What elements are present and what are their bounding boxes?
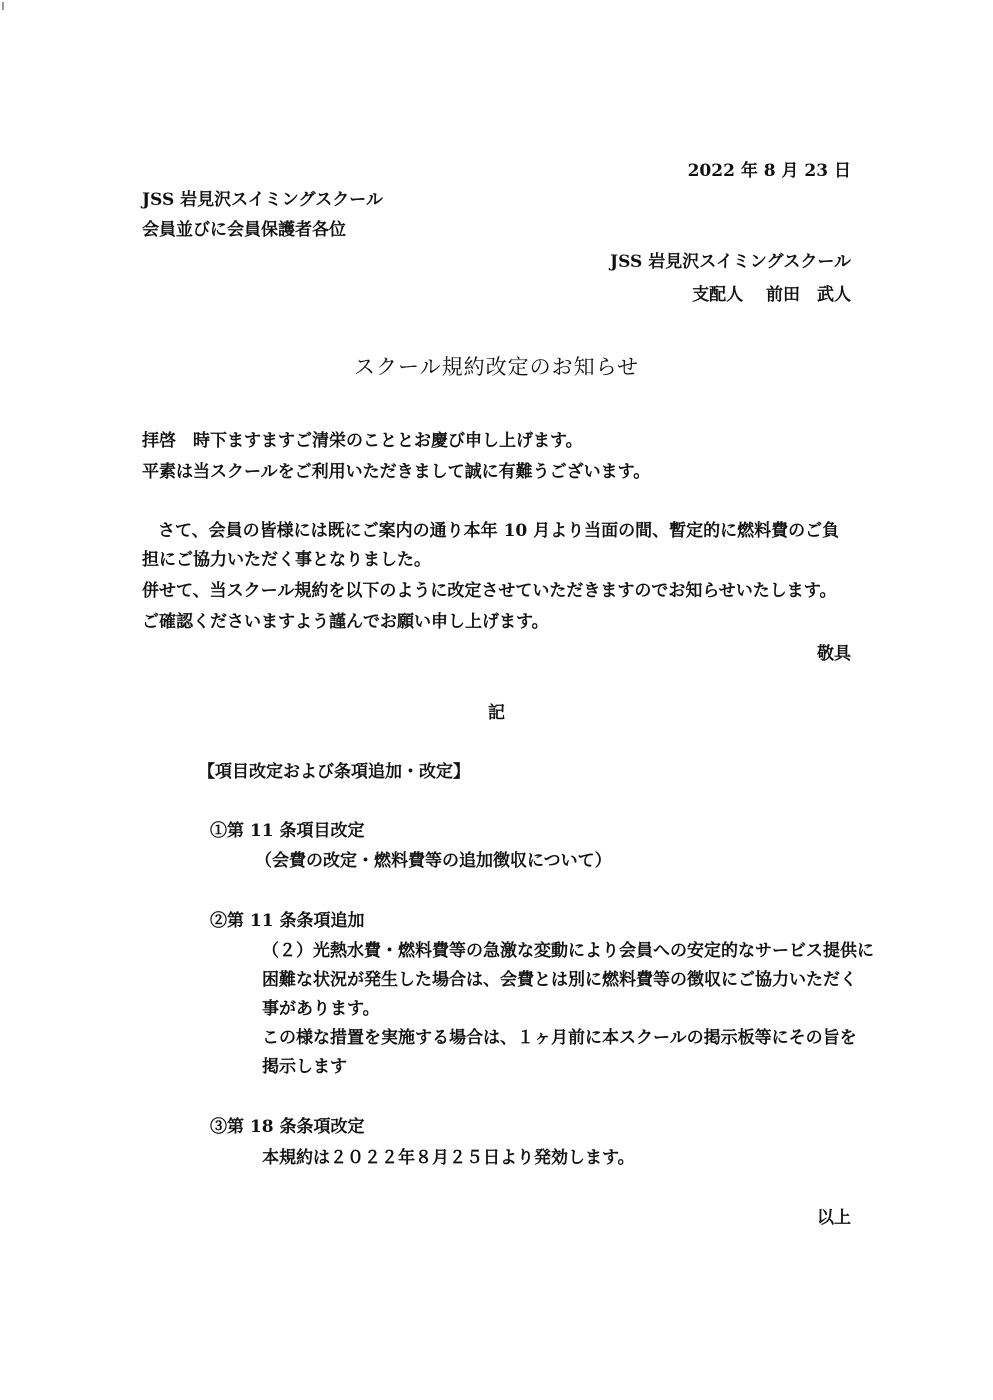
body-line-3: 併せて、当スクール規約を以下のように改定させていただきますのでお知らせいたします。: [142, 581, 837, 601]
item-2-heading: ②第 11 条条項追加: [210, 911, 365, 931]
document-title: スクール規約改定のお知らせ: [354, 355, 639, 379]
ki-mark: 記: [488, 703, 505, 723]
greeting-line-2: 平素は当スクールをご利用いただきまして誠に有難うございます。: [142, 462, 651, 482]
section-heading: 【項目改定および条項追加・改定】: [198, 762, 470, 782]
item-2-line-1: （２）光熱水費・燃料費等の急激な変動により会員への安定的なサービス提供に: [262, 941, 874, 961]
item-3-heading: ③第 18 条条項改定: [210, 1117, 365, 1137]
body-line-4: ご確認くださいますよう謹んでお願い申し上げます。: [142, 612, 549, 632]
item-1-line-1: （会費の改定・燃料費等の追加徴収について）: [255, 851, 612, 871]
end-mark: 以上: [817, 1208, 851, 1228]
scan-mark: [2, 2, 4, 10]
sender-person: 支配人 前田 武人: [692, 285, 851, 305]
item-2-line-5: 掲示します: [262, 1057, 347, 1077]
date: 2022 年 8 月 23 日: [687, 161, 851, 181]
closing-keigu: 敬具: [817, 644, 851, 664]
recipient-people: 会員並びに会員保護者各位: [142, 220, 346, 240]
item-2-line-3: 事があります。: [262, 999, 380, 1019]
body-line-2: 担にご協力いただく事となりました。: [142, 550, 431, 570]
sender-org: JSS 岩見沢スイミングスクール: [610, 252, 851, 272]
greeting-line-1: 拝啓 時下ますますご清栄のこととお慶び申し上げます。: [142, 431, 583, 451]
item-2-line-2: 困難な状況が発生した場合は、会費とは別に燃料費等の徴収にご協力いただく: [262, 970, 857, 990]
body-line-1: さて、会員の皆様には既にご案内の通り本年 10 月より当面の間、暫定的に燃料費のご負: [158, 521, 840, 541]
recipient-org: JSS 岩見沢スイミングスクール: [142, 190, 383, 210]
item-2-line-4: この様な措置を実施する場合は、１ヶ月前に本スクールの掲示板等にその旨を: [262, 1028, 857, 1048]
item-3-line-1: 本規約は２０２２年８月２５日より発効します。: [262, 1148, 635, 1168]
item-1-heading: ①第 11 条項目改定: [210, 821, 365, 841]
